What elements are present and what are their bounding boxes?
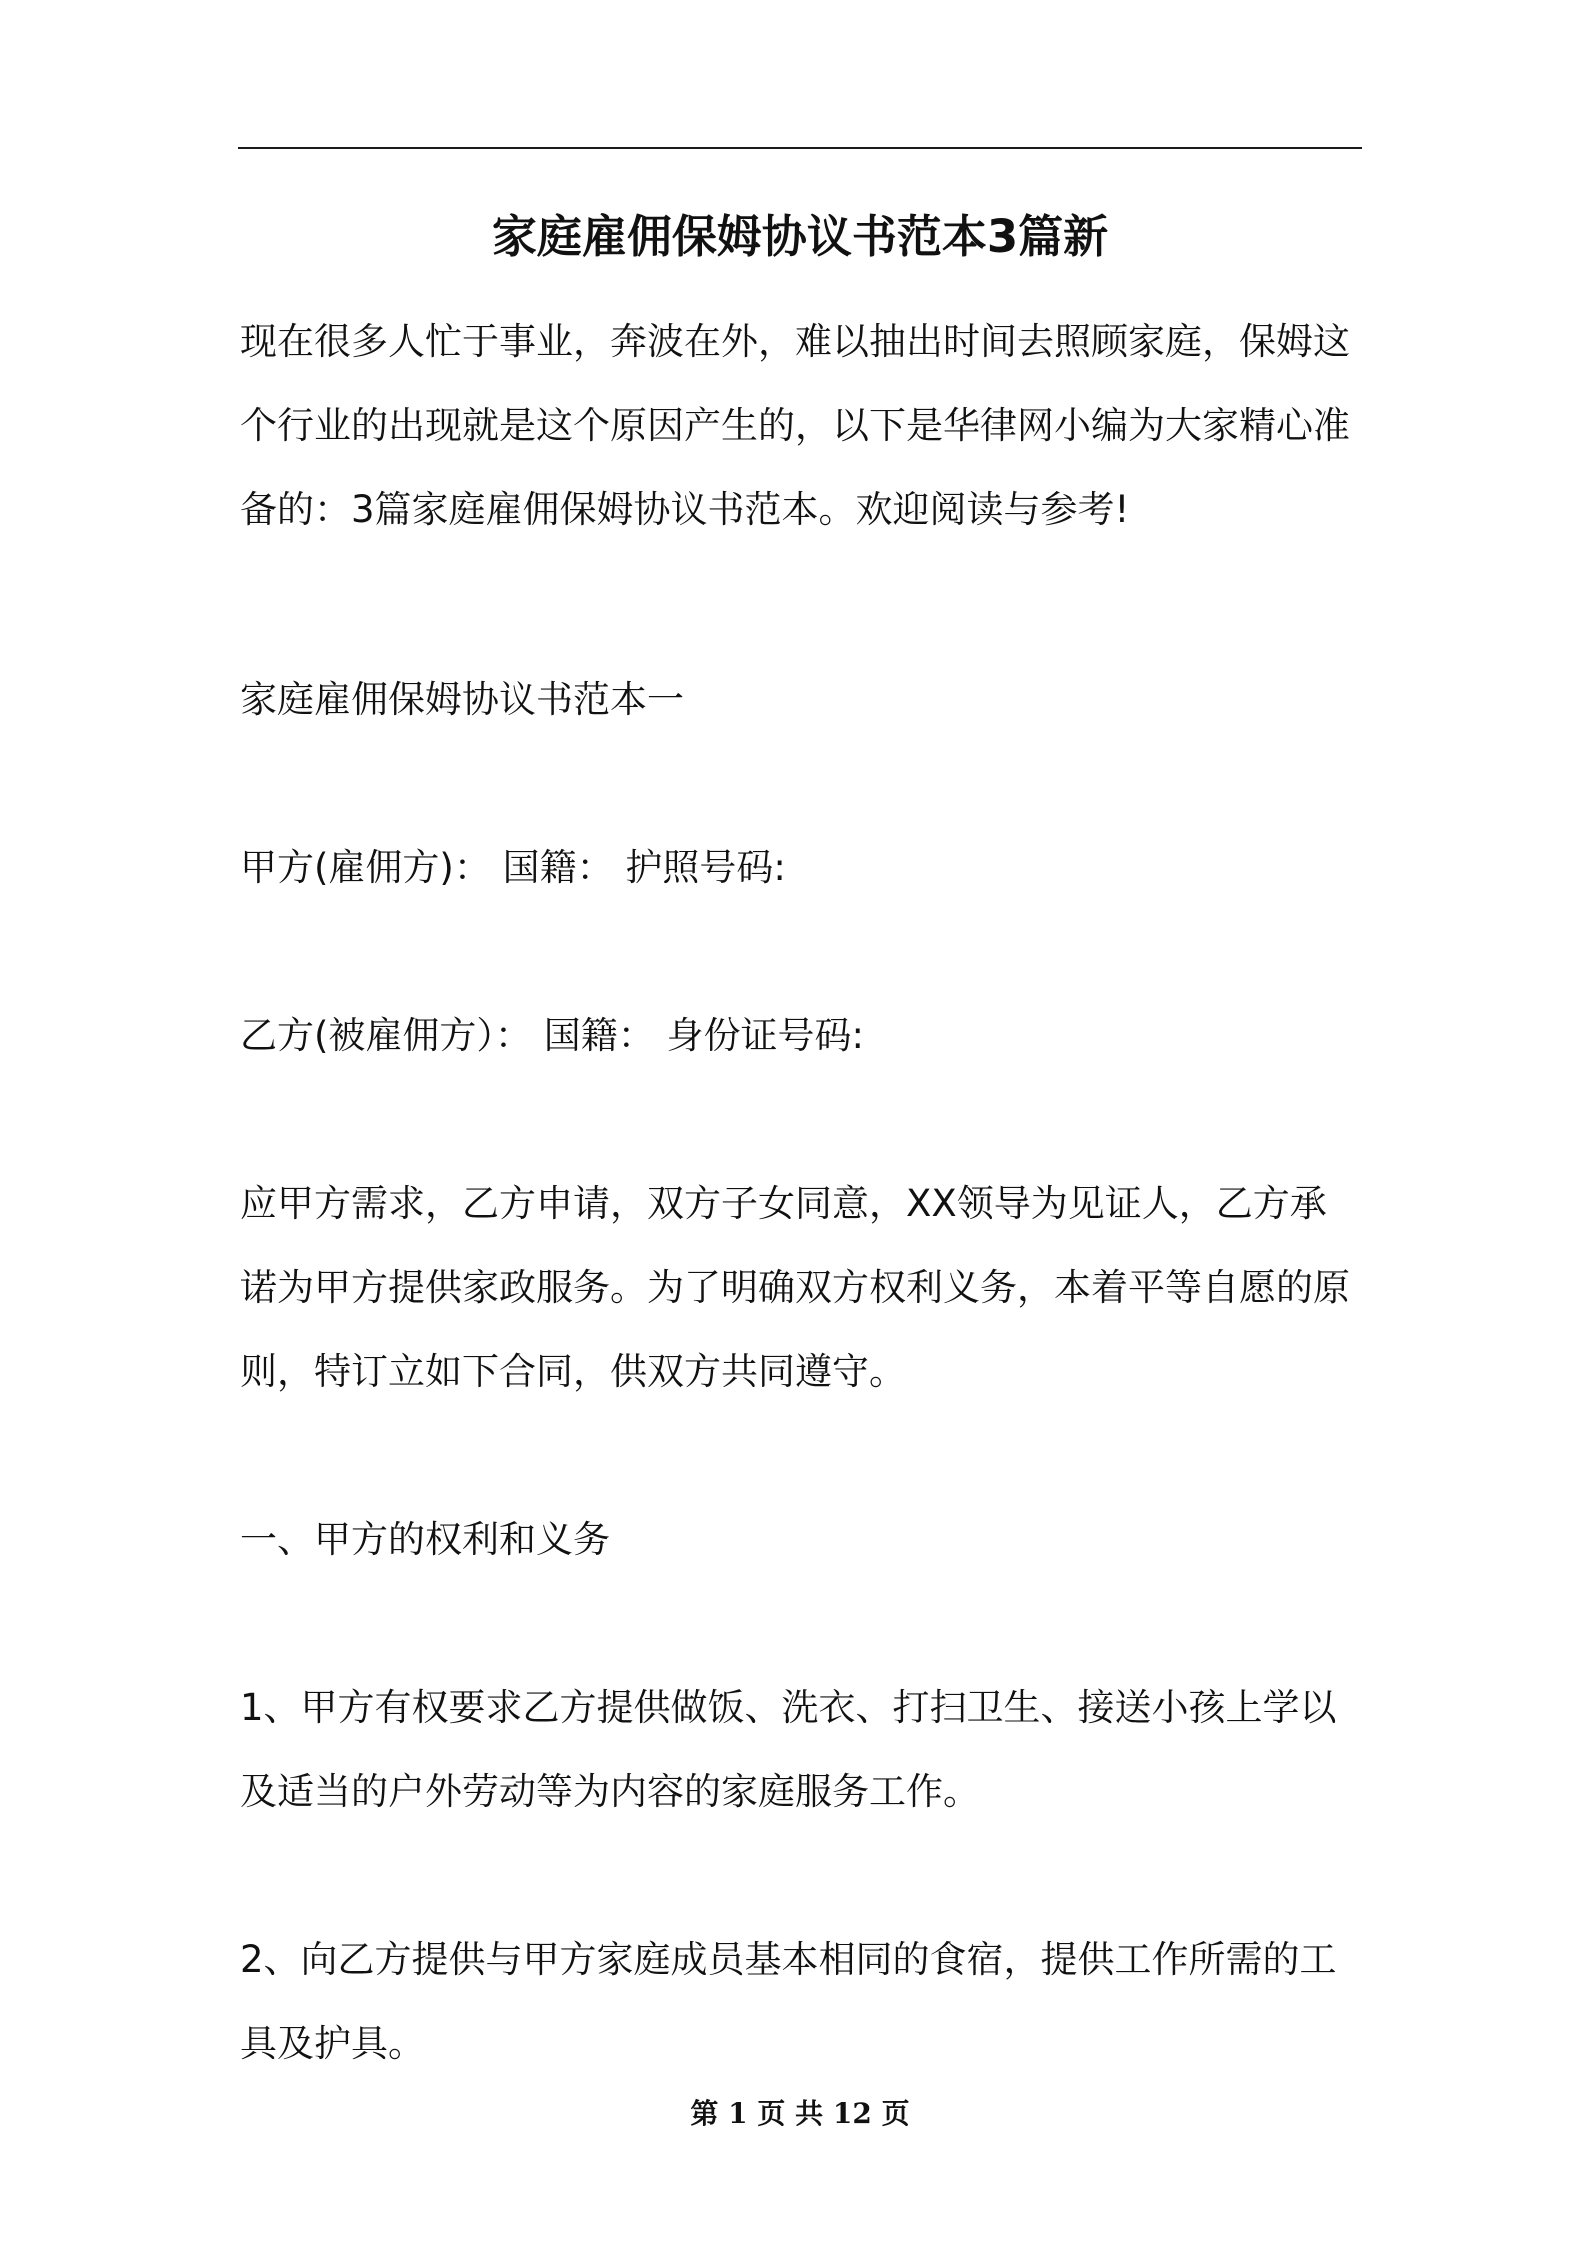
- preamble-line: 则，特订立如下合同，供双方共同遵守。: [240, 1350, 906, 1393]
- clause-line: 1、甲方有权要求乙方提供做饭、洗衣、打扫卫生、接送小孩上学以: [240, 1686, 1337, 1729]
- clause-1: [240, 1666, 1364, 1834]
- document-title: 家庭雇佣保姆协议书范本3篇新: [491, 210, 1109, 263]
- clause-2: [240, 1918, 1364, 2086]
- intro-line: 现在很多人忙于事业，奔波在外，难以抽出时间去照顾家庭，保姆这: [240, 320, 1350, 363]
- clause-line: 2、向乙方提供与甲方家庭成员基本相同的食宿，提供工作所需的工: [240, 1938, 1337, 1981]
- section-title: 家庭雇佣保姆协议书范本一: [240, 678, 684, 721]
- intro-line: 个行业的出现就是这个原因产生的，以下是华律网小编为大家精心准: [240, 404, 1350, 447]
- preamble-paragraph: [240, 1162, 1364, 1414]
- preamble-line: 诺为甲方提供家政服务。为了明确双方权利义务，本着平等自愿的原: [240, 1266, 1350, 1309]
- party-b-line: 乙方(被雇佣方）： 国籍： 身份证号码:: [240, 1014, 864, 1057]
- page-footer: 第 1 页 共 12 页: [690, 2097, 910, 2130]
- header-rule: [238, 147, 1362, 149]
- party-a-line: 甲方(雇佣方)： 国籍： 护照号码:: [240, 846, 786, 889]
- preamble-line: 应甲方需求，乙方申请，双方子女同意，XX领导为见证人，乙方承: [240, 1182, 1327, 1225]
- intro-line: 备的：3篇家庭雇佣保姆协议书范本。欢迎阅读与参考!: [240, 488, 1130, 531]
- clause-line: 具及护具。: [240, 2022, 425, 2065]
- heading-party-a-rights: 一、甲方的权利和义务: [240, 1518, 610, 1561]
- intro-paragraph: [240, 300, 1364, 552]
- clause-line: 及适当的户外劳动等为内容的家庭服务工作。: [240, 1770, 980, 1813]
